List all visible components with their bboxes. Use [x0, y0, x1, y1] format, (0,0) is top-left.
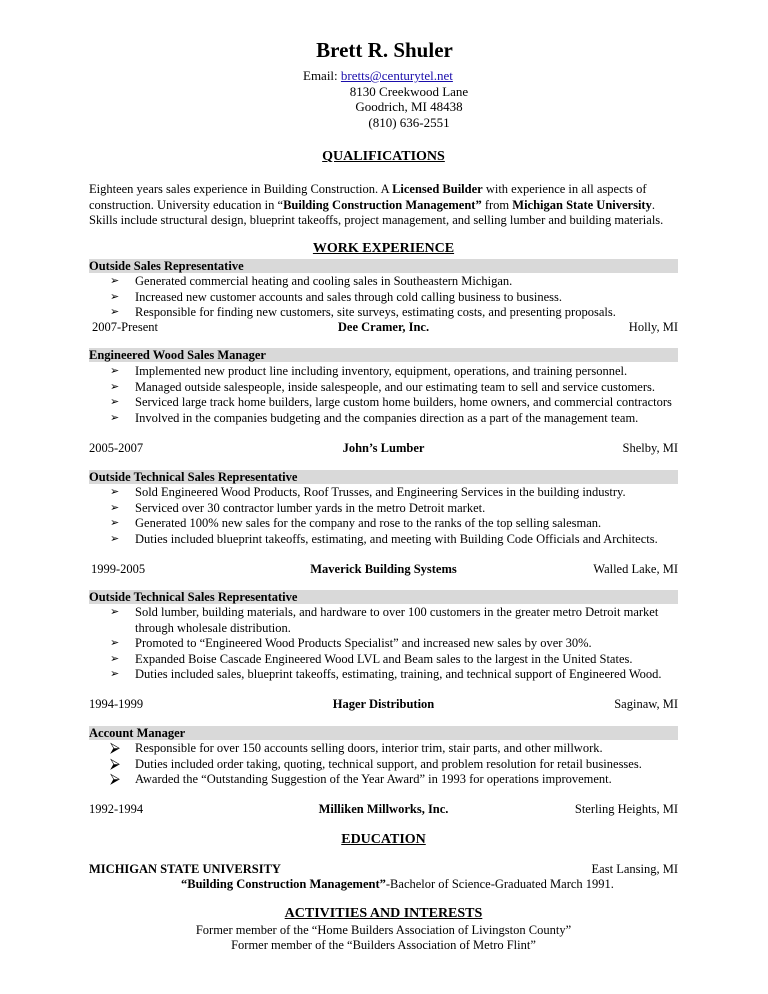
job-title-bar: Outside Technical Sales Representative: [89, 470, 678, 484]
job-bullets: [110, 485, 678, 547]
list-item: ➢ Promoted to “Engineered Wood Products Specialist” and increased new sales by over 30%.: [110, 636, 592, 650]
company-name: John’s Lumber: [342, 441, 425, 455]
arrowhead-bullet-icon: ⮚: [110, 772, 120, 787]
arrowhead-bullet-icon: ➢: [110, 290, 120, 303]
activities-heading: ACTIVITIES AND INTERESTS: [284, 906, 483, 921]
company-name: Milliken Millworks, Inc.: [318, 802, 449, 816]
list-item: ➢ Involved in the companies budgeting and the companies direction as a part of the management team.: [110, 410, 639, 425]
school-name: MICHIGAN STATE UNIVERSITY: [89, 862, 281, 876]
list-item: ➢ Duties included sales, blueprint takeoffs, estimating, training, and technical support of Engineered Wood.: [110, 667, 662, 681]
job-title-bar: Outside Sales Representative: [89, 259, 678, 273]
arrowhead-bullet-icon: ➢: [110, 380, 120, 393]
activity-item: Former member of the “Home Builders Association of Livingston County”: [195, 923, 572, 937]
email-line: [299, 68, 519, 84]
list-item: ➢ Generated commercial heating and cooling sales in Southeastern Michigan.: [110, 274, 513, 288]
job-bullets: [110, 364, 678, 426]
employer-row: [89, 801, 678, 817]
job-dates: 1994-1999: [89, 697, 144, 711]
activity-item: Former member of the “Builders Association of Metro Flint”: [231, 938, 536, 952]
list-item: ➢ Increased new customer accounts and sales through cold calling business to business.: [110, 289, 562, 304]
job-title-bar: Engineered Wood Sales Manager: [89, 348, 678, 362]
arrowhead-bullet-icon: ➢: [110, 517, 120, 529]
list-item: ➢ Sold Engineered Wood Products, Roof Trusses, and Engineering Services in the building industry.: [110, 485, 626, 499]
city-state: Goodrich, MI 48438: [355, 99, 463, 114]
qualifications-heading: QUALIFICATIONS: [322, 149, 445, 164]
list-item: ➢ Sold lumber, building materials, and hardware to over 100 customers in the greater metro Detroit market through wholesale distribution.: [110, 605, 659, 635]
job-bullets: [110, 741, 678, 788]
list-item: ➢ Implemented new product line including inventory, equipment, operations, and training personnel.: [110, 364, 628, 378]
list-item: ➢ Expanded Boise Cascade Engineered Wood LVL and Beam sales to the largest in the United States.: [110, 651, 633, 666]
employer-row: [89, 696, 678, 712]
job-title-bar: Account Manager: [89, 726, 678, 740]
phone: (810) 636-2551: [368, 114, 450, 130]
job-title-bar: Outside Technical Sales Representative: [89, 590, 678, 604]
job-dates: 1999-2005: [91, 562, 146, 576]
list-item: ➢ Serviced large track home builders, large custom home builders, home owners, and commercial contractors: [110, 395, 672, 409]
list-item: ➢ Responsible for finding new customers, site surveys, estimating costs, and presenting proposals.: [110, 305, 616, 319]
candidate-name: Brett R. Shuler: [316, 38, 453, 62]
company-name: Maverick Building Systems: [310, 562, 457, 576]
list-item: ➢ Serviced over 30 contractor lumber yards in the metro Detroit market.: [110, 500, 486, 515]
job-location: Saginaw, MI: [614, 697, 678, 711]
job-location: Holly, MI: [628, 320, 678, 334]
arrowhead-bullet-icon: ➢: [110, 365, 120, 377]
work-experience-heading: WORK EXPERIENCE: [312, 241, 455, 256]
employer-row: [89, 561, 678, 577]
company-name: Dee Cramer, Inc.: [337, 320, 430, 334]
arrowhead-bullet-icon: ➢: [110, 668, 120, 680]
arrowhead-bullet-icon: ➢: [110, 396, 120, 408]
employer-row: [89, 319, 678, 335]
company-name: Hager Distribution: [332, 697, 435, 711]
job-dates: 2007-Present: [92, 320, 158, 334]
job-location: Shelby, MI: [622, 441, 678, 455]
arrowhead-bullet-icon: ➢: [110, 606, 120, 618]
job-location: Walled Lake, MI: [593, 562, 678, 576]
address: 8130 Creekwood Lane: [349, 83, 469, 99]
list-item: ➢ Managed outside salespeople, inside salespeople, and our estimating team to sell and service customers.: [110, 379, 655, 394]
education-heading: EDUCATION: [341, 832, 426, 847]
arrowhead-bullet-icon: ➢: [110, 306, 120, 318]
arrowhead-bullet-icon: ➢: [110, 411, 120, 424]
job-dates: 2005-2007: [89, 441, 144, 455]
job-dates: 1992-1994: [89, 802, 144, 816]
arrowhead-bullet-icon: ➢: [110, 652, 120, 665]
arrowhead-bullet-icon: ➢: [110, 532, 120, 545]
arrowhead-bullet-icon: ⮚: [110, 741, 120, 756]
arrowhead-bullet-icon: ➢: [110, 637, 120, 649]
job-bullets: [110, 605, 678, 683]
school-location: East Lansing, MI: [591, 862, 678, 876]
list-item: ⮚ Awarded the “Outstanding Suggestion of the Year Award” in 1993 for operations improvement.: [110, 772, 612, 787]
education-row: [89, 862, 678, 878]
employer-row: [89, 440, 678, 456]
job-bullets: [110, 274, 678, 321]
list-item: ⮚ Duties included order taking, quoting, technical support, and problem resolution for retail businesses.: [110, 756, 642, 772]
arrowhead-bullet-icon: ➢: [110, 501, 120, 514]
arrowhead-bullet-icon: ➢: [110, 486, 120, 498]
list-item: ➢ Generated 100% new sales for the company and rose to the ranks of the top selling salesman.: [110, 516, 602, 530]
qualifications-paragraph: Eighteen years sales experience in Building Construction. A Licensed Builder with experience in all aspects of construction. University education in “Building Construction Management” from Michigan State University. Skills include structural design, blueprint takeoffs, project management, and selling lumber and building materials.: [89, 182, 664, 227]
contact-block: [299, 68, 519, 130]
email-label: Email:: [303, 68, 341, 83]
list-item: ⮚ Responsible for over 150 accounts selling doors, interior trim, stair parts, and other millwork.: [110, 741, 603, 756]
arrowhead-bullet-icon: ⮚: [110, 756, 120, 772]
arrowhead-bullet-icon: ➢: [110, 275, 120, 287]
degree-line: “Building Construction Management”-Bachelor of Science-Graduated March 1991.: [181, 877, 614, 891]
job-location: Sterling Heights, MI: [574, 802, 678, 816]
email-link[interactable]: bretts@centurytel.net: [340, 68, 453, 83]
list-item: ➢ Duties included blueprint takeoffs, estimating, and meeting with Building Code Officials and Architects.: [110, 531, 658, 546]
